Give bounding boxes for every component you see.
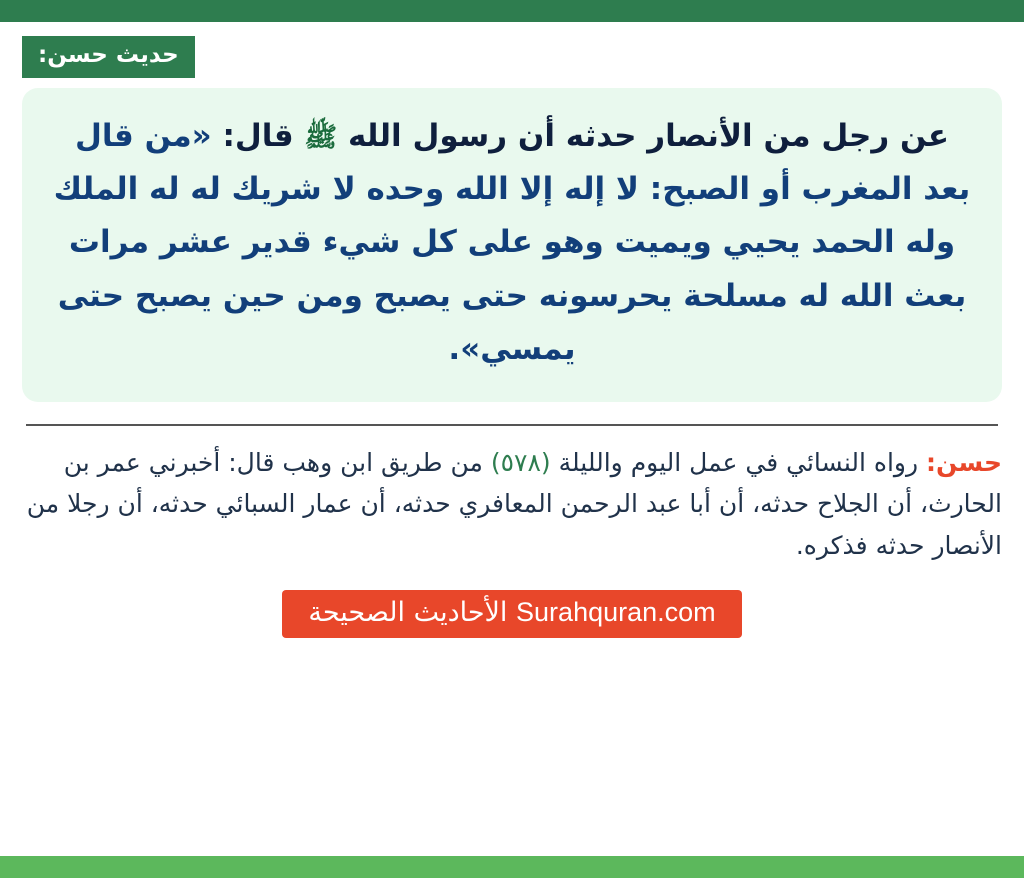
card-content <box>0 22 1024 878</box>
footer-row <box>22 590 1002 638</box>
bottom-accent-bar <box>0 856 1024 878</box>
sallallahu-alayhi-wasallam-icon: ﷺ <box>304 121 338 153</box>
site-badge[interactable] <box>282 590 741 638</box>
site-badge-label: الأحاديث الصحيحة <box>308 596 508 628</box>
site-name: Surahquran.com <box>516 596 716 627</box>
grade-badge: حديث حسن: <box>22 36 195 78</box>
section-divider <box>26 424 998 426</box>
hadith-body: «من قال بعد المغرب أو الصبح: لا إله إلا الله وحده لا شريك له له الملك وله الحمد يحيي ويميت وهو على كل شيء قدير عشر مرات بعث الله له مسلحة يحرسونه حتى يصبح ومن حين يصبح حتى يمسي». <box>53 117 971 367</box>
hadith-intro-suffix: قال: <box>222 117 294 154</box>
takhrij-grade-word: حسن: <box>926 448 1002 478</box>
takhrij-reference-number: (٥٧٨) <box>490 448 551 478</box>
hadith-narrator-intro: عن رجل من الأنصار حدثه أن رسول الله <box>347 117 950 154</box>
takhrij-text-before-ref: رواه النسائي في عمل اليوم والليلة <box>558 448 919 478</box>
takhrij-paragraph <box>22 442 1002 566</box>
grade-badge-row <box>22 36 1002 78</box>
top-accent-bar <box>0 0 1024 22</box>
hadith-box <box>22 88 1002 403</box>
takhrij-text-after-ref: من طريق ابن وهب قال: أخبرني عمر بن الحارث، أن الجلاح حدثه، أن أبا عبد الرحمن المعافري حدثه، أن عمار السبائي حدثه، أن رجلا من الأنصار حدثه فذكره. <box>26 448 1002 560</box>
hadith-text <box>48 110 976 377</box>
